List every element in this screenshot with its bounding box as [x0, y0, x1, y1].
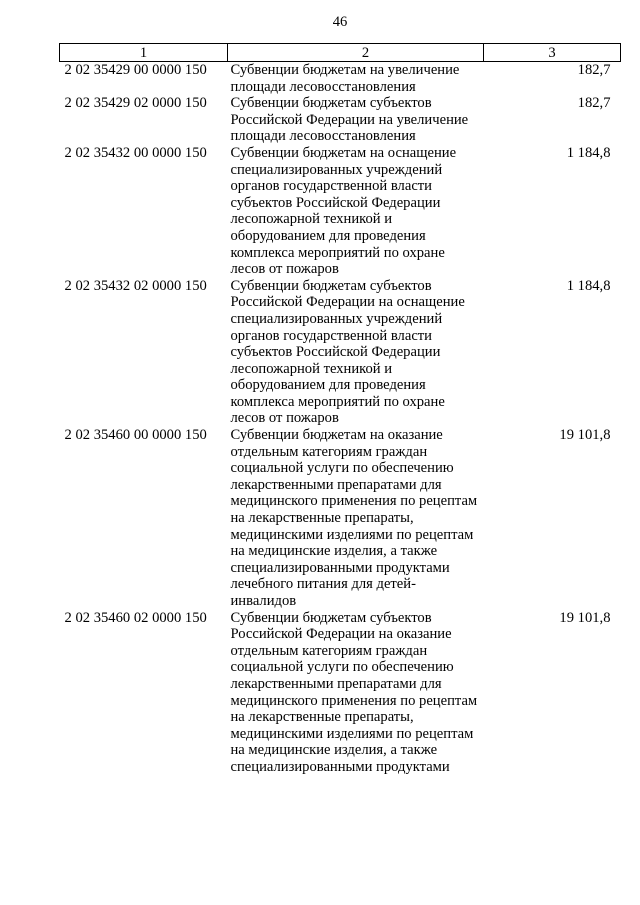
row-name: Субвенции бюджетам субъектов Российской Федерации на увеличение площади лесовосстановления	[230, 95, 469, 145]
table-row	[60, 95, 621, 145]
row-code: 2 02 35429 00 0000 150	[64, 62, 207, 78]
row-amount: 182,7	[577, 95, 611, 112]
page-number: 46	[332, 14, 348, 30]
row-amount: 19 101,8	[559, 609, 611, 626]
table-row	[60, 62, 621, 96]
table-header-row	[60, 44, 621, 62]
row-code: 2 02 35460 02 0000 150	[64, 609, 207, 626]
row-code: 2 02 35460 00 0000 150	[64, 427, 207, 444]
column-header-name: 2	[228, 44, 484, 62]
column-header-code: 1	[60, 44, 228, 62]
row-name: Субвенции бюджетам на оснащение специализированных учреждений органов государственной власти субъектов Российской Федерации лесопожарной техникой и оборудованием для проведения комплекса мероприятий по охране лесов от пожаров	[230, 144, 457, 278]
row-name: Субвенции бюджетам субъектов Российской Федерации на оказание отдельным категориям граждан социальной услуги по обеспечению лекарственными препаратами для медицинского применения по рецептам на лекарственные препараты, медицинскими изделиями по рецептам на медицинские изделия, а также специализированными продуктами	[230, 609, 478, 775]
budget-table	[59, 43, 621, 776]
table-row	[60, 278, 621, 427]
row-name: Субвенции бюджетам на увеличение площади лесовосстановления	[230, 62, 460, 95]
row-amount: 1 184,8	[566, 144, 611, 161]
row-amount: 19 101,8	[559, 427, 611, 444]
row-code: 2 02 35432 02 0000 150	[64, 277, 207, 294]
row-amount: 182,7	[577, 62, 611, 78]
row-name: Субвенции бюджетам субъектов Российской Федерации на оснащение специализированных учреждений органов государственной власти субъектов Российской Федерации лесопожарной техникой и оборудованием для проведения комплекса мероприятий по охране лесов от пожаров	[230, 277, 465, 427]
row-code: 2 02 35429 02 0000 150	[64, 95, 207, 112]
table-row	[60, 610, 621, 776]
row-amount: 1 184,8	[566, 277, 611, 294]
row-code: 2 02 35432 00 0000 150	[64, 144, 207, 161]
table-row	[60, 145, 621, 278]
column-header-amount: 3	[484, 44, 621, 62]
row-name: Субвенции бюджетам на оказание отдельным категориям граждан социальной услуги по обеспечению лекарственными препаратами для медицинского применения по рецептам на лекарственные препараты, медицинскими изделиями по рецептам на медицинские изделия, а также специализированными продуктами лечебного питания для детей-инвалидов	[230, 427, 478, 609]
table-row	[60, 427, 621, 610]
